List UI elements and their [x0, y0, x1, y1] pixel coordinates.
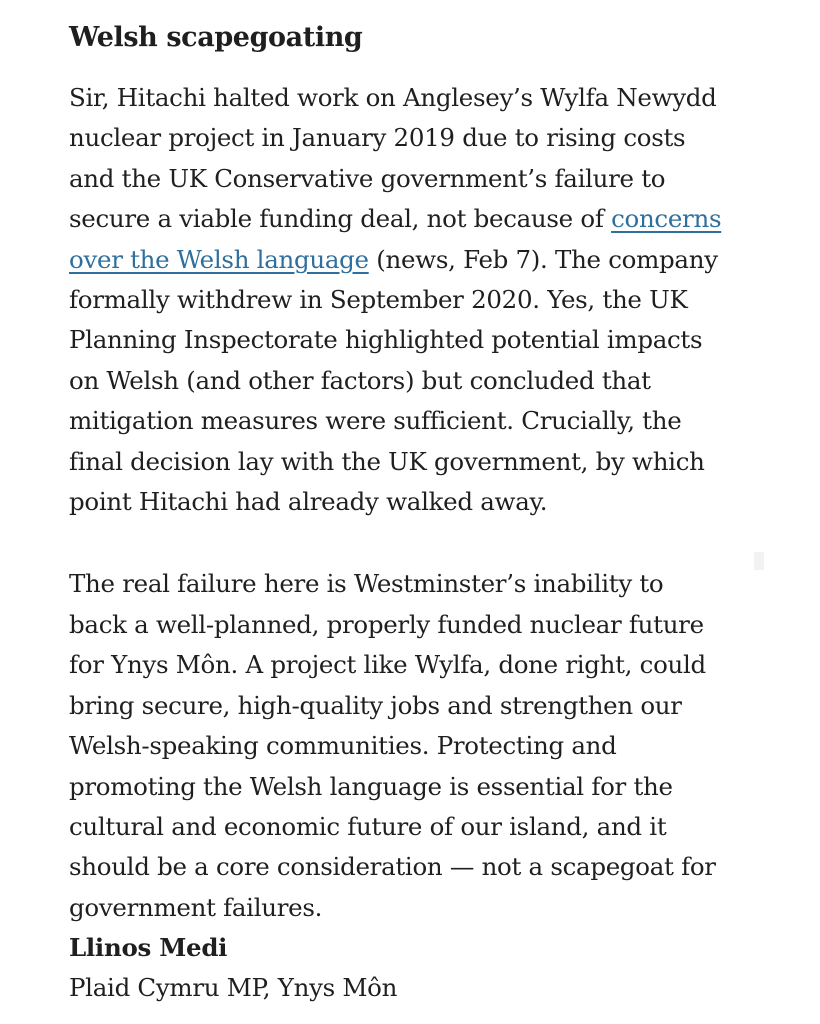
- text-line: on Welsh (and other factors) but concluded that: [69, 365, 651, 395]
- scroll-indicator: [754, 552, 764, 570]
- text-line: [69, 240, 789, 280]
- article-link-part-1[interactable]: concerns: [611, 204, 722, 234]
- text-line: Sir, Hitachi halted work on Anglesey’s Wylfa Newydd: [69, 83, 717, 112]
- article-link-part-2[interactable]: over the Welsh language: [69, 244, 369, 274]
- text-line: government failures.: [69, 892, 323, 922]
- text-line: for Ynys Môn. A project like Wylfa, done right, could: [69, 650, 706, 680]
- text-segment: (news, Feb 7). The company: [368, 244, 718, 274]
- text-line: Welsh-speaking communities. Protecting and: [69, 731, 617, 761]
- signature-name: Llinos Medi: [69, 933, 228, 963]
- text-line: [69, 199, 789, 239]
- text-line: bring secure, high-quality jobs and strengthen our: [69, 690, 682, 720]
- text-line: and the UK Conservative government’s failure to: [69, 163, 666, 193]
- text-line: promoting the Welsh language is essential for the: [69, 771, 673, 801]
- paragraph-spacer: [69, 522, 789, 564]
- signature-title: Plaid Cymru MP, Ynys Môn: [69, 973, 398, 1003]
- text-line: formally withdrew in September 2020. Yes, the UK: [69, 285, 688, 315]
- text-line: nuclear project in January 2019 due to rising costs: [69, 123, 686, 153]
- text-line: cultural and economic future of our island, and it: [69, 811, 667, 841]
- text-line: should be a core consideration — not a scapegoat for: [69, 852, 716, 882]
- letter-paragraph-1: [69, 78, 789, 522]
- letter-article: [69, 18, 789, 1008]
- text-line: The real failure here is Westminster’s inability to: [69, 569, 664, 599]
- text-line: Planning Inspectorate highlighted potential impacts: [69, 325, 703, 355]
- text-line: mitigation measures were sufficient. Crucially, the: [69, 406, 682, 436]
- text-line: point Hitachi had already walked away.: [69, 487, 548, 517]
- letter-headline: Welsh scapegoating: [69, 22, 363, 53]
- text-segment: secure a viable funding deal, not because of: [69, 204, 612, 234]
- text-line: final decision lay with the UK government, by which: [69, 446, 705, 476]
- text-line: back a well-planned, properly funded nuclear future: [69, 609, 704, 639]
- letter-paragraph-2: [69, 564, 789, 928]
